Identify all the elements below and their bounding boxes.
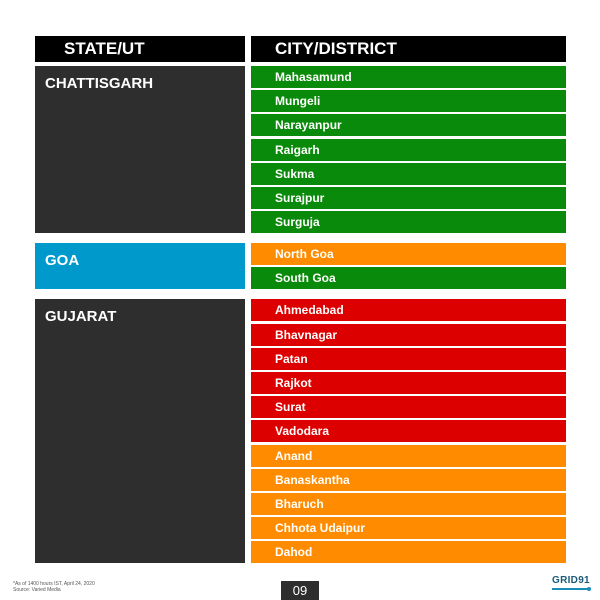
city-row: Ahmedabad: [251, 299, 566, 321]
city-row: Surajpur: [251, 187, 566, 209]
city-row: Dahod: [251, 541, 566, 563]
city-row: Narayanpur: [251, 114, 566, 136]
city-row: Anand: [251, 445, 566, 467]
city-row: Bharuch: [251, 493, 566, 515]
city-row: Surguja: [251, 211, 566, 233]
city-row: Banaskantha: [251, 469, 566, 491]
logo-underline-icon: [552, 588, 588, 590]
city-row: Bhavnagar: [251, 324, 566, 346]
city-row: Rajkot: [251, 372, 566, 394]
state-gujarat: GUJARAT: [35, 299, 245, 563]
city-row: South Goa: [251, 267, 566, 289]
city-row: Chhota Udaipur: [251, 517, 566, 539]
page-number: 09: [281, 581, 319, 600]
city-row: Sukma: [251, 163, 566, 185]
footnote-timestamp: *As of 1400 hours IST, April 24, 2020: [13, 581, 95, 587]
footer-note: [13, 581, 95, 593]
state-chattisgarh: CHATTISGARH: [35, 66, 245, 233]
footnote-source: Source: Varied Media: [13, 587, 61, 593]
city-district-header: CITY/DISTRICT: [251, 36, 566, 62]
state-goa: GOA: [35, 243, 245, 289]
city-row: Mungeli: [251, 90, 566, 112]
state-ut-header: STATE/UT: [35, 36, 245, 62]
city-row: North Goa: [251, 243, 566, 265]
city-row: Vadodara: [251, 420, 566, 442]
logo-text: GRID91: [552, 575, 590, 586]
city-row: Surat: [251, 396, 566, 418]
city-row: Raigarh: [251, 139, 566, 161]
city-row: Mahasamund: [251, 66, 566, 88]
grid91-logo: [552, 576, 596, 596]
city-row: Patan: [251, 348, 566, 370]
